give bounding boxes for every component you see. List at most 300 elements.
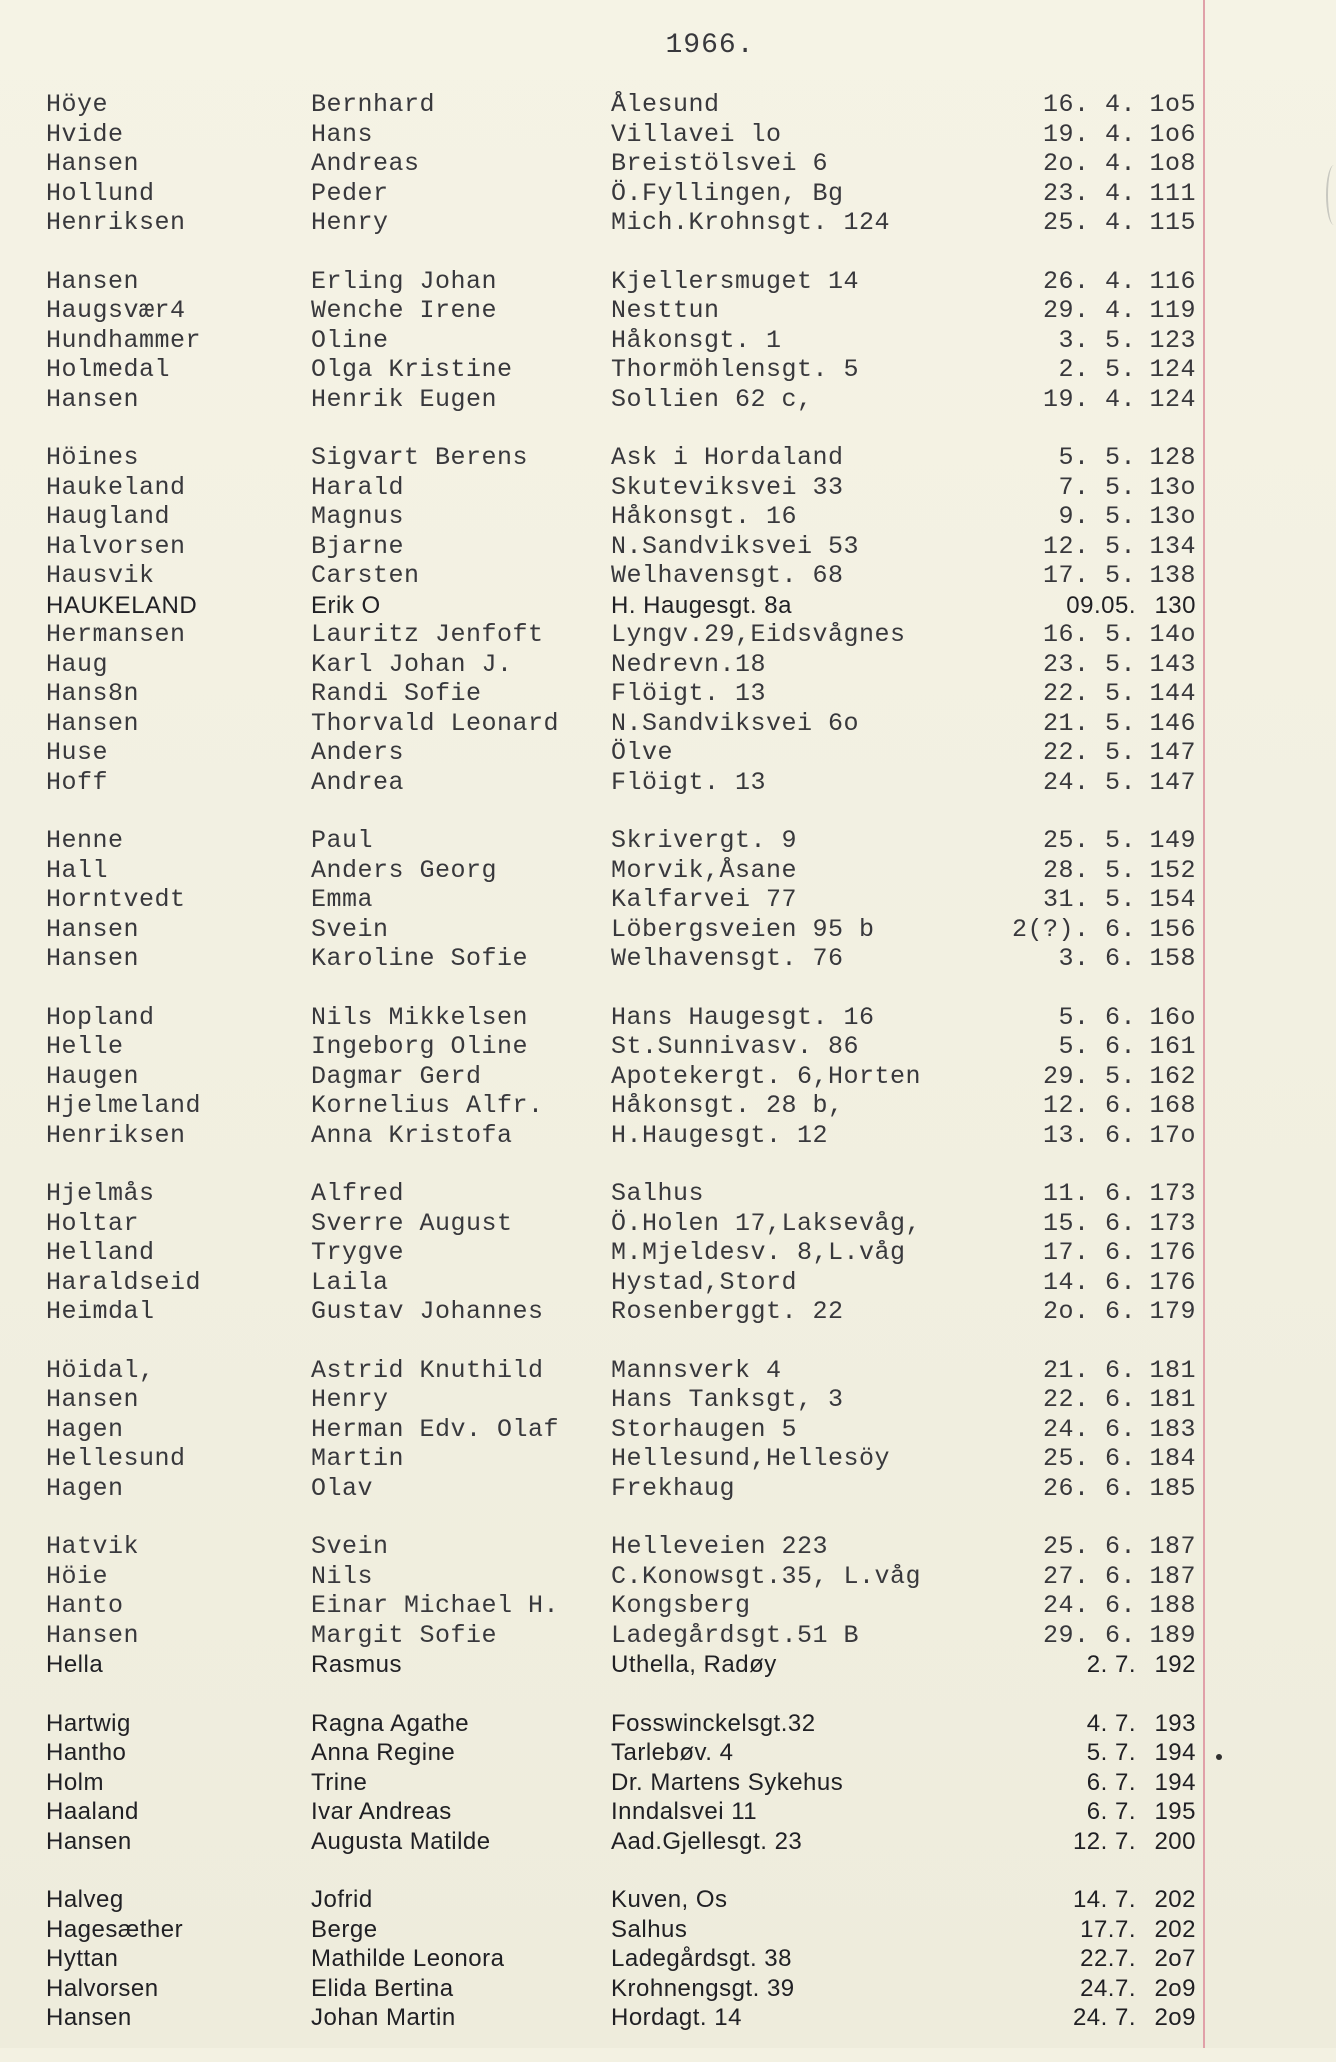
ledger-row bbox=[46, 296, 1196, 326]
number-cell: 124 bbox=[1149, 384, 1196, 414]
number-cell: 189 bbox=[1149, 1620, 1196, 1650]
date-cell: 14. 6. bbox=[1042, 1267, 1136, 1297]
surname-cell: Hartwig bbox=[46, 1709, 131, 1737]
address-cell: Ölve bbox=[611, 738, 674, 767]
ledger-row bbox=[46, 326, 1196, 356]
ledger-row bbox=[46, 826, 1196, 856]
surname-cell: Haaland bbox=[46, 1798, 139, 1825]
date-cell: 22. 5. bbox=[1042, 738, 1136, 767]
address-cell: Ö.Fyllingen, Bg bbox=[611, 178, 844, 208]
ledger-row bbox=[46, 1915, 1196, 1945]
number-cell: 168 bbox=[1149, 1091, 1196, 1120]
surname-cell: Hausvik bbox=[46, 561, 155, 590]
given-name-cell: Augusta Matilde bbox=[311, 1827, 491, 1855]
address-cell: H.Haugesgt. 12 bbox=[611, 1120, 829, 1150]
address-cell: Håkonsgt. 28 b, bbox=[611, 1091, 844, 1120]
date-cell: 2. 7. bbox=[1086, 1651, 1136, 1678]
address-cell: Helleveien 223 bbox=[611, 1532, 829, 1561]
surname-cell: Haug bbox=[46, 649, 109, 679]
ledger-row bbox=[46, 532, 1196, 562]
date-cell: 22. 6. bbox=[1042, 1385, 1136, 1414]
given-name-cell: Olav bbox=[311, 1473, 374, 1503]
ledger-row bbox=[46, 1885, 1196, 1915]
date-cell: 22. 5. bbox=[1042, 679, 1136, 708]
date-cell: 2o. 4. bbox=[1042, 149, 1136, 178]
ledger-row bbox=[46, 1944, 1196, 1974]
surname-cell: Hansen bbox=[46, 149, 140, 178]
ledger-row bbox=[46, 1827, 1196, 1857]
date-cell: 25. 6. bbox=[1042, 1532, 1136, 1561]
given-name-cell: Erling Johan bbox=[311, 266, 498, 296]
ledger-row bbox=[46, 2003, 1196, 2033]
entry-group bbox=[46, 1179, 1196, 1327]
address-cell: Ask i Hordaland bbox=[611, 443, 844, 472]
date-cell: 11. 6. bbox=[1042, 1179, 1136, 1208]
surname-cell: Henriksen bbox=[46, 208, 186, 237]
surname-cell: Hjelmås bbox=[46, 1179, 155, 1208]
surname-cell: Heimdal bbox=[46, 1297, 155, 1326]
given-name-cell: Johan Martin bbox=[311, 2004, 456, 2031]
address-cell: Welhavensgt. 76 bbox=[611, 944, 844, 973]
number-cell: 161 bbox=[1149, 1032, 1196, 1061]
address-cell: Uthella, Radøy bbox=[611, 1651, 777, 1678]
given-name-cell: Henrik Eugen bbox=[311, 384, 498, 414]
given-name-cell: Mathilde Leonora bbox=[311, 1945, 505, 1972]
date-cell: 5. 7. bbox=[1086, 1739, 1136, 1766]
surname-cell: Hansen bbox=[46, 914, 140, 944]
number-cell: 193 bbox=[1154, 1709, 1196, 1737]
surname-cell: Höines bbox=[46, 443, 140, 472]
ledger-row bbox=[46, 1768, 1196, 1798]
ledger-row bbox=[46, 1121, 1196, 1151]
given-name-cell: Anna Kristofa bbox=[311, 1120, 513, 1150]
surname-cell: Hansen bbox=[46, 708, 140, 738]
given-name-cell: Trine bbox=[311, 1768, 368, 1796]
given-name-cell: Thorvald Leonard bbox=[311, 708, 560, 738]
number-cell: 2o9 bbox=[1154, 1974, 1196, 2002]
address-cell: M.Mjeldesv. 8,L.våg bbox=[611, 1238, 906, 1267]
date-cell: 5. 6. bbox=[1058, 1032, 1136, 1061]
surname-cell: Holm bbox=[46, 1768, 105, 1796]
date-cell: 24. 6. bbox=[1042, 1591, 1136, 1620]
number-cell: 188 bbox=[1149, 1591, 1196, 1620]
ink-dot bbox=[1216, 1754, 1222, 1760]
date-cell: 29. 6. bbox=[1042, 1620, 1136, 1650]
given-name-cell: Hans bbox=[311, 119, 374, 149]
surname-cell: Hellesund bbox=[46, 1444, 186, 1473]
surname-cell: Helland bbox=[46, 1238, 155, 1267]
entry-group bbox=[46, 90, 1196, 238]
page-edge-mark bbox=[1326, 165, 1336, 225]
given-name-cell: Gustav Johannes bbox=[311, 1297, 544, 1326]
number-cell: 154 bbox=[1149, 885, 1196, 914]
number-cell: 194 bbox=[1154, 1768, 1196, 1796]
address-cell: Villavei lo bbox=[611, 119, 782, 149]
number-cell: 185 bbox=[1149, 1473, 1196, 1503]
entry-group bbox=[46, 1885, 1196, 2033]
number-cell: 179 bbox=[1149, 1297, 1196, 1326]
date-cell: 15. 6. bbox=[1042, 1208, 1136, 1238]
number-cell: 184 bbox=[1149, 1444, 1196, 1473]
ledger-row bbox=[46, 768, 1196, 798]
address-cell: Welhavensgt. 68 bbox=[611, 561, 844, 590]
ledger-row bbox=[46, 1474, 1196, 1504]
date-cell: 21. 5. bbox=[1042, 708, 1136, 738]
ledger-row bbox=[46, 385, 1196, 415]
ledger-row bbox=[46, 915, 1196, 945]
given-name-cell: Magnus bbox=[311, 502, 405, 531]
date-cell: 24.7. bbox=[1080, 1974, 1136, 2002]
surname-cell: Hall bbox=[46, 855, 109, 885]
given-name-cell: Carsten bbox=[311, 561, 420, 590]
date-cell: 5. 5. bbox=[1058, 443, 1136, 472]
ledger-row bbox=[46, 473, 1196, 503]
date-cell: 12. 6. bbox=[1042, 1091, 1136, 1120]
given-name-cell: Randi Sofie bbox=[311, 679, 482, 708]
ledger-row bbox=[46, 1062, 1196, 1092]
date-cell: 22.7. bbox=[1080, 1945, 1136, 1972]
date-cell: 12. 7. bbox=[1072, 1827, 1136, 1855]
ledger-row bbox=[46, 179, 1196, 209]
ledger-row bbox=[46, 502, 1196, 532]
ledger-row bbox=[46, 679, 1196, 709]
number-cell: 147 bbox=[1149, 738, 1196, 767]
address-cell: Ålesund bbox=[611, 90, 720, 119]
ledger-row bbox=[46, 1385, 1196, 1415]
ledger-row bbox=[46, 856, 1196, 886]
given-name-cell: Alfred bbox=[311, 1179, 405, 1208]
date-cell: 26. 4. bbox=[1042, 266, 1136, 296]
ledger-row bbox=[46, 944, 1196, 974]
date-cell: 23. 5. bbox=[1042, 649, 1136, 679]
given-name-cell: Herman Edv. Olaf bbox=[311, 1414, 560, 1444]
number-cell: 124 bbox=[1149, 355, 1196, 384]
address-cell: Ö.Holen 17,Laksevåg, bbox=[611, 1208, 922, 1238]
surname-cell: Henne bbox=[46, 826, 124, 855]
given-name-cell: Karoline Sofie bbox=[311, 944, 529, 973]
number-cell: 181 bbox=[1149, 1385, 1196, 1414]
number-cell: 116 bbox=[1149, 266, 1196, 296]
entry-group bbox=[46, 1356, 1196, 1504]
number-cell: 16o bbox=[1149, 1002, 1196, 1032]
ledger-row bbox=[46, 1738, 1196, 1768]
ledger-row bbox=[46, 355, 1196, 385]
surname-cell: Hollund bbox=[46, 178, 155, 208]
date-cell: 17. 6. bbox=[1042, 1238, 1136, 1267]
address-cell: Rosenberggt. 22 bbox=[611, 1297, 844, 1326]
address-cell: St.Sunnivasv. 86 bbox=[611, 1032, 860, 1061]
given-name-cell: Elida Bertina bbox=[311, 1974, 454, 2002]
given-name-cell: Svein bbox=[311, 1532, 389, 1561]
date-cell: 13. 6. bbox=[1042, 1120, 1136, 1150]
surname-cell: Höidal, bbox=[46, 1355, 155, 1385]
date-cell: 31. 5. bbox=[1042, 885, 1136, 914]
ledger-row bbox=[46, 1797, 1196, 1827]
given-name-cell: Trygve bbox=[311, 1238, 405, 1267]
given-name-cell: Einar Michael H. bbox=[311, 1591, 560, 1620]
address-cell: N.Sandviksvei 53 bbox=[611, 531, 860, 561]
given-name-cell: Sigvart Berens bbox=[311, 443, 529, 472]
given-name-cell: Nils Mikkelsen bbox=[311, 1002, 529, 1032]
number-cell: 128 bbox=[1149, 443, 1196, 472]
address-cell: Hordagt. 14 bbox=[611, 2004, 742, 2031]
number-cell: 192 bbox=[1154, 1651, 1196, 1678]
ledger-row bbox=[46, 1179, 1196, 1209]
number-cell: 115 bbox=[1149, 208, 1196, 237]
number-cell: 176 bbox=[1149, 1267, 1196, 1297]
given-name-cell: Andreas bbox=[311, 149, 420, 178]
given-name-cell: Oline bbox=[311, 325, 389, 355]
date-cell: 12. 5. bbox=[1042, 531, 1136, 561]
entry-group bbox=[46, 1003, 1196, 1151]
date-cell: 24. 5. bbox=[1042, 767, 1136, 797]
address-cell: Håkonsgt. 16 bbox=[611, 502, 798, 531]
address-cell: Skrivergt. 9 bbox=[611, 826, 798, 855]
ledger-row bbox=[46, 709, 1196, 739]
date-cell: 17. 5. bbox=[1042, 561, 1136, 590]
ledger-row bbox=[46, 1591, 1196, 1621]
surname-cell: Haraldseid bbox=[46, 1267, 202, 1297]
given-name-cell: Ivar Andreas bbox=[311, 1798, 452, 1825]
number-cell: 202 bbox=[1154, 1886, 1196, 1913]
surname-cell: Huse bbox=[46, 738, 109, 767]
date-cell: 19. 4. bbox=[1042, 119, 1136, 149]
number-cell: 134 bbox=[1149, 531, 1196, 561]
given-name-cell: Jofrid bbox=[311, 1886, 373, 1913]
date-cell: 25. 5. bbox=[1042, 826, 1136, 855]
date-cell: 16. 4. bbox=[1042, 90, 1136, 119]
address-cell: Nedrevn.18 bbox=[611, 649, 767, 679]
address-cell: Håkonsgt. 1 bbox=[611, 325, 782, 355]
date-cell: 7. 5. bbox=[1058, 472, 1136, 502]
surname-cell: Hagen bbox=[46, 1414, 124, 1444]
surname-cell: Hjelmeland bbox=[46, 1091, 202, 1120]
date-cell: 3. 6. bbox=[1058, 944, 1136, 973]
address-cell: Kongsberg bbox=[611, 1591, 751, 1620]
ledger-row bbox=[46, 1003, 1196, 1033]
given-name-cell: Rasmus bbox=[311, 1651, 403, 1678]
address-cell: Ladegårdsgt. 38 bbox=[611, 1945, 792, 1972]
ledger-row bbox=[46, 738, 1196, 768]
number-cell: 2o9 bbox=[1154, 2004, 1196, 2031]
ledger-row bbox=[46, 650, 1196, 680]
ledger-row bbox=[46, 1532, 1196, 1562]
surname-cell: Hansen bbox=[46, 944, 140, 973]
number-cell: 147 bbox=[1149, 767, 1196, 797]
address-cell: Lyngv.29,Eidsvågnes bbox=[611, 620, 906, 649]
ledger-row bbox=[46, 885, 1196, 915]
given-name-cell: Anders bbox=[311, 738, 405, 767]
given-name-cell: Svein bbox=[311, 914, 389, 944]
surname-cell: Hansen bbox=[46, 384, 140, 414]
date-cell: 21. 6. bbox=[1042, 1355, 1136, 1385]
date-cell: 2(?). 6. bbox=[1011, 914, 1136, 944]
number-cell: 195 bbox=[1154, 1798, 1196, 1825]
surname-cell: Haugsvær4 bbox=[46, 296, 186, 325]
surname-cell: Halvorsen bbox=[46, 531, 186, 561]
surname-cell: Haugland bbox=[46, 502, 171, 531]
ledger-row bbox=[46, 1091, 1196, 1121]
address-cell: Nesttun bbox=[611, 296, 720, 325]
given-name-cell: Bernhard bbox=[311, 90, 436, 119]
number-cell: 13o bbox=[1149, 502, 1196, 531]
address-cell: Storhaugen 5 bbox=[611, 1414, 798, 1444]
date-cell: 2o. 6. bbox=[1042, 1297, 1136, 1326]
address-cell: Mich.Krohnsgt. 124 bbox=[611, 208, 891, 237]
number-cell: 1o6 bbox=[1149, 119, 1196, 149]
number-cell: 1o5 bbox=[1149, 90, 1196, 119]
surname-cell: Haukeland bbox=[46, 472, 186, 502]
number-cell: 183 bbox=[1149, 1414, 1196, 1444]
date-cell: 24. 6. bbox=[1042, 1414, 1136, 1444]
red-margin-line bbox=[1203, 0, 1205, 2048]
address-cell: Thormöhlensgt. 5 bbox=[611, 355, 860, 384]
given-name-cell: Nils bbox=[311, 1561, 374, 1591]
date-cell: 5. 6. bbox=[1058, 1002, 1136, 1032]
ledger-row bbox=[46, 149, 1196, 179]
number-cell: 173 bbox=[1149, 1208, 1196, 1238]
given-name-cell: Margit Sofie bbox=[311, 1620, 498, 1650]
entry-group bbox=[46, 267, 1196, 415]
date-cell: 27. 6. bbox=[1042, 1561, 1136, 1591]
number-cell: 119 bbox=[1149, 296, 1196, 325]
number-cell: 1o8 bbox=[1149, 149, 1196, 178]
given-name-cell: Andrea bbox=[311, 767, 405, 797]
number-cell: 143 bbox=[1149, 649, 1196, 679]
surname-cell: Haugen bbox=[46, 1061, 140, 1091]
ledger-row bbox=[46, 90, 1196, 120]
number-cell: 152 bbox=[1149, 855, 1196, 885]
given-name-cell: Martin bbox=[311, 1444, 405, 1473]
given-name-cell: Wenche Irene bbox=[311, 296, 498, 325]
number-cell: 146 bbox=[1149, 708, 1196, 738]
address-cell: Breistölsvei 6 bbox=[611, 149, 829, 178]
ledger-row bbox=[46, 1209, 1196, 1239]
address-cell: C.Konowsgt.35, L.våg bbox=[611, 1561, 922, 1591]
given-name-cell: Anders Georg bbox=[311, 855, 498, 885]
ledger-row bbox=[46, 1032, 1196, 1062]
number-cell: 149 bbox=[1149, 826, 1196, 855]
surname-cell: Hopland bbox=[46, 1002, 155, 1032]
number-cell: 181 bbox=[1149, 1355, 1196, 1385]
date-cell: 14. 7. bbox=[1072, 1886, 1136, 1913]
address-cell: Apotekergt. 6,Horten bbox=[611, 1061, 922, 1091]
address-cell: Ladegårdsgt.51 B bbox=[611, 1620, 860, 1650]
date-cell: 6. 7. bbox=[1086, 1768, 1136, 1796]
number-cell: 2o7 bbox=[1154, 1945, 1196, 1972]
date-cell: 19. 4. bbox=[1042, 384, 1136, 414]
surname-cell: Hanto bbox=[46, 1591, 124, 1620]
date-cell: 23. 4. bbox=[1042, 178, 1136, 208]
given-name-cell: Bjarne bbox=[311, 531, 405, 561]
surname-cell: Holtar bbox=[46, 1208, 140, 1238]
surname-cell: Hagesæther bbox=[46, 1915, 184, 1943]
given-name-cell: Kornelius Alfr. bbox=[311, 1091, 544, 1120]
ledger-row bbox=[46, 1238, 1196, 1268]
address-cell: Kalfarvei 77 bbox=[611, 885, 798, 914]
given-name-cell: Anna Regine bbox=[311, 1739, 456, 1766]
address-cell: Inndalsvei 11 bbox=[611, 1798, 758, 1825]
address-cell: N.Sandviksvei 6o bbox=[611, 708, 860, 738]
ledger-row bbox=[46, 1974, 1196, 2004]
surname-cell: Hermansen bbox=[46, 620, 186, 649]
ledger-row bbox=[46, 1444, 1196, 1474]
address-cell: Tarlebøv. 4 bbox=[611, 1739, 734, 1766]
surname-cell: Hagen bbox=[46, 1473, 124, 1503]
address-cell: Frekhaug bbox=[611, 1473, 736, 1503]
date-cell: 9. 5. bbox=[1058, 502, 1136, 531]
number-cell: 138 bbox=[1149, 561, 1196, 590]
number-cell: 144 bbox=[1149, 679, 1196, 708]
address-cell: Krohnengsgt. 39 bbox=[611, 1974, 795, 2002]
ledger-row bbox=[46, 1268, 1196, 1298]
number-cell: 17o bbox=[1149, 1120, 1196, 1150]
given-name-cell: Henry bbox=[311, 1385, 389, 1414]
ledger-row bbox=[46, 591, 1196, 621]
date-cell: 09.05. bbox=[1066, 591, 1136, 619]
surname-cell: Hatvik bbox=[46, 1532, 140, 1561]
surname-cell: Höye bbox=[46, 90, 109, 119]
date-cell: 16. 5. bbox=[1042, 620, 1136, 649]
surname-cell: Hansen bbox=[46, 2004, 132, 2031]
number-cell: 158 bbox=[1149, 944, 1196, 973]
given-name-cell: Astrid Knuthild bbox=[311, 1355, 544, 1385]
address-cell: Flöigt. 13 bbox=[611, 767, 767, 797]
date-cell: 25. 4. bbox=[1042, 208, 1136, 237]
address-cell: Salhus bbox=[611, 1179, 705, 1208]
surname-cell: Hyttan bbox=[46, 1945, 119, 1972]
number-cell: 173 bbox=[1149, 1179, 1196, 1208]
number-cell: 202 bbox=[1154, 1915, 1196, 1943]
page-year: 1966. bbox=[665, 30, 755, 61]
surname-cell: Hansen bbox=[46, 1620, 140, 1650]
number-cell: 111 bbox=[1149, 178, 1196, 208]
date-cell: 26. 6. bbox=[1042, 1473, 1136, 1503]
given-name-cell: Ingeborg Oline bbox=[311, 1032, 529, 1061]
number-cell: 14o bbox=[1149, 620, 1196, 649]
date-cell: 3. 5. bbox=[1058, 325, 1136, 355]
number-cell: 13o bbox=[1149, 472, 1196, 502]
ledger-row bbox=[46, 561, 1196, 591]
given-name-cell: Sverre August bbox=[311, 1208, 513, 1238]
ledger-row bbox=[46, 1297, 1196, 1327]
ledger-row bbox=[46, 443, 1196, 473]
number-cell: 123 bbox=[1149, 325, 1196, 355]
address-cell: Fosswinckelsgt.32 bbox=[611, 1709, 816, 1737]
given-name-cell: Karl Johan J. bbox=[311, 649, 513, 679]
address-cell: Hellesund,Hellesöy bbox=[611, 1444, 891, 1473]
surname-cell: Holmedal bbox=[46, 355, 171, 384]
ledger-row bbox=[46, 208, 1196, 238]
surname-cell: HAUKELAND bbox=[46, 591, 198, 619]
address-cell: Morvik,Åsane bbox=[611, 855, 798, 885]
date-cell: 25. 6. bbox=[1042, 1444, 1136, 1473]
given-name-cell: Dagmar Gerd bbox=[311, 1061, 482, 1091]
surname-cell: Halveg bbox=[46, 1886, 124, 1913]
given-name-cell: Olga Kristine bbox=[311, 355, 513, 384]
entry-group bbox=[46, 826, 1196, 974]
number-cell: 187 bbox=[1149, 1532, 1196, 1561]
date-cell: 2. 5. bbox=[1058, 355, 1136, 384]
ledger-row bbox=[46, 1621, 1196, 1651]
surname-cell: Hansen bbox=[46, 1827, 132, 1855]
address-cell: Löbergsveien 95 b bbox=[611, 914, 875, 944]
surname-cell: Hella bbox=[46, 1651, 104, 1678]
surname-cell: Halvorsen bbox=[46, 1974, 159, 2002]
number-cell: 194 bbox=[1154, 1739, 1196, 1766]
address-cell: Flöigt. 13 bbox=[611, 679, 767, 708]
given-name-cell: Erik O bbox=[311, 591, 381, 619]
